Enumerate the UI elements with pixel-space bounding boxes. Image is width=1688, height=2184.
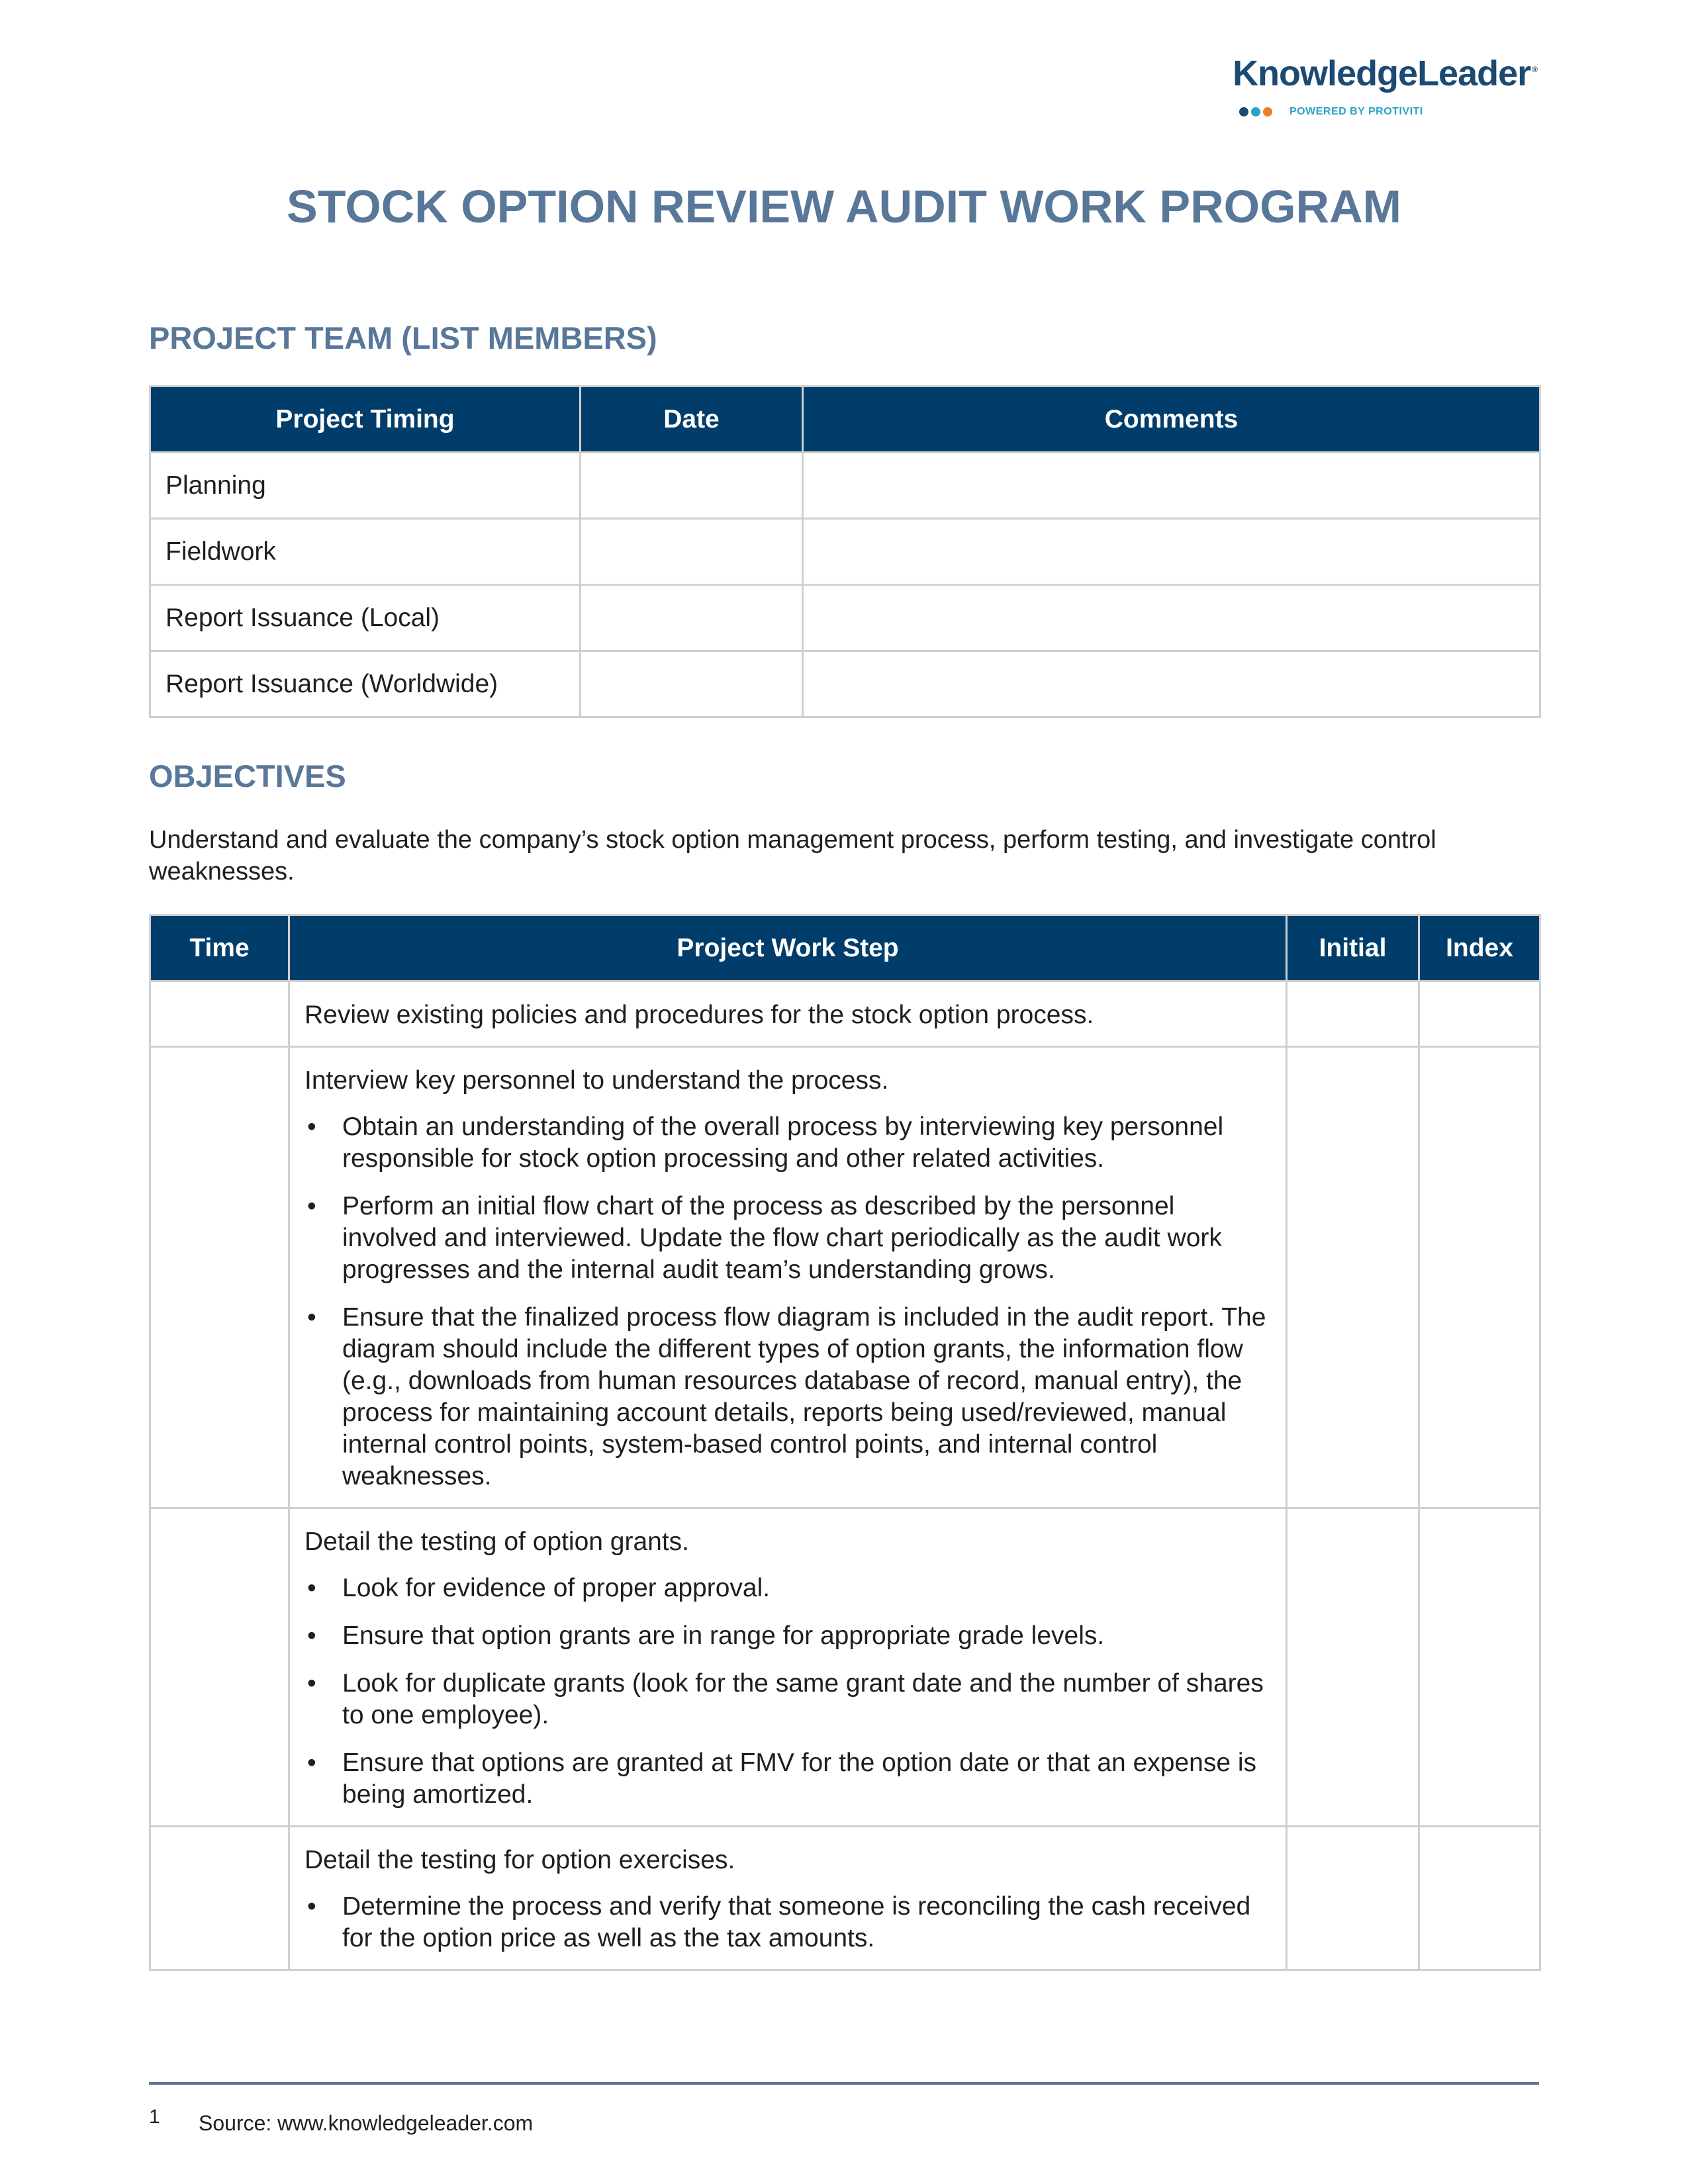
work-step-bullets — [305, 1891, 1271, 1954]
footer-divider — [149, 2082, 1539, 2085]
comments-cell[interactable] — [803, 453, 1540, 519]
bullet-item: • Look for evidence of proper approval. — [305, 1572, 1271, 1604]
bullet-item: • Ensure that option grants are in range for appropriate grade levels. — [305, 1620, 1271, 1652]
table-header-row — [150, 387, 1540, 453]
work-step-bullets — [305, 1111, 1271, 1492]
timing-cell: Fieldwork — [150, 519, 581, 585]
project-timing-table — [149, 385, 1541, 718]
project-team-heading: PROJECT TEAM (LIST MEMBERS) — [149, 320, 657, 355]
work-step-cell — [289, 1827, 1287, 1970]
bullet-item: • Look for duplicate grants (look for the same grant date and the number of shares to one employee). — [305, 1668, 1271, 1731]
source-note: Source: www.knowledgeleader.com — [199, 2111, 534, 2135]
table-row — [150, 453, 1540, 519]
work-step-bullets — [305, 1572, 1271, 1811]
timing-cell: Report Issuance (Worldwide) — [150, 651, 581, 717]
time-cell[interactable] — [150, 1047, 289, 1508]
table-row — [150, 519, 1540, 585]
initial-cell[interactable] — [1287, 1047, 1419, 1508]
objectives-heading: OBJECTIVES — [149, 758, 346, 794]
date-cell[interactable] — [581, 453, 803, 519]
timing-cell: Planning — [150, 453, 581, 519]
bullet-item: • Ensure that options are granted at FMV for the option date or that an expense is being amortized. — [305, 1747, 1271, 1811]
work-step-text: Review existing policies and procedures for the stock option process. — [305, 1001, 1094, 1029]
knowledgeleader-logo — [1193, 53, 1537, 126]
work-step-cell — [289, 1508, 1287, 1827]
logo-tagline: POWERED BY PROTIVITI — [1289, 106, 1423, 117]
work-step-text: Detail the testing for option exercises. — [305, 1846, 735, 1874]
index-cell[interactable] — [1419, 1047, 1540, 1508]
bullet-item: • Obtain an understanding of the overall process by interviewing key personnel responsible for stock option processing and other related activities. — [305, 1111, 1271, 1175]
table-row — [150, 1827, 1540, 1970]
date-cell[interactable] — [581, 651, 803, 717]
bullet-item: • Ensure that the finalized process flow diagram is included in the audit report. The diagram should include the different types of option grants, the information flow (e.g., downloads from human resources database of record, manual entry), the process for maintaining account details, reports being used/reviewed, manual internal control points, system-based control points, and internal control weaknesses. — [305, 1302, 1271, 1492]
table-row — [150, 1047, 1540, 1508]
table-row — [150, 651, 1540, 717]
table-header-row — [150, 915, 1540, 981]
work-step-cell — [289, 981, 1287, 1047]
logo-dots-icon — [1239, 107, 1275, 120]
comments-cell[interactable] — [803, 651, 1540, 717]
initial-cell[interactable] — [1287, 1508, 1419, 1827]
work-step-cell — [289, 1047, 1287, 1508]
index-cell[interactable] — [1419, 1508, 1540, 1827]
bullet-item: • Determine the process and verify that someone is reconciling the cash received for the option price as well as the tax amounts. — [305, 1891, 1271, 1954]
initial-cell[interactable] — [1287, 1827, 1419, 1970]
work-program-table — [149, 914, 1541, 1971]
header-project-work-step: Project Work Step — [289, 915, 1287, 981]
date-cell[interactable] — [581, 585, 803, 651]
header-comments: Comments — [803, 387, 1540, 453]
header-initial: Initial — [1287, 915, 1419, 981]
objectives-text: Understand and evaluate the company’s stock option management process, perform testing, and investigate control weaknesses. — [149, 826, 1436, 886]
header-index: Index — [1419, 915, 1540, 981]
page-title: STOCK OPTION REVIEW AUDIT WORK PROGRAM — [287, 181, 1401, 232]
bullet-item: • Perform an initial flow chart of the process as described by the personnel involved and interviewed. Update the flow chart periodically as the audit work progresses and the internal audit team’s understanding grows. — [305, 1191, 1271, 1286]
header-time: Time — [150, 915, 289, 981]
time-cell[interactable] — [150, 981, 289, 1047]
comments-cell[interactable] — [803, 585, 1540, 651]
logo-dot — [1251, 107, 1260, 116]
logo-dot — [1263, 107, 1272, 116]
work-step-text: Interview key personnel to understand the process. — [305, 1066, 889, 1095]
time-cell[interactable] — [150, 1827, 289, 1970]
date-cell[interactable] — [581, 519, 803, 585]
index-cell[interactable] — [1419, 981, 1540, 1047]
page-number: 1 — [149, 2106, 160, 2128]
time-cell[interactable] — [150, 1508, 289, 1827]
registered-mark: ® — [1532, 65, 1537, 74]
logo-dot — [1239, 107, 1248, 116]
header-project-timing: Project Timing — [150, 387, 581, 453]
timing-cell: Report Issuance (Local) — [150, 585, 581, 651]
header-date: Date — [581, 387, 803, 453]
index-cell[interactable] — [1419, 1827, 1540, 1970]
logo-wordmark: KnowledgeLeader — [1233, 54, 1531, 93]
table-row — [150, 585, 1540, 651]
comments-cell[interactable] — [803, 519, 1540, 585]
work-step-text: Detail the testing of option grants. — [305, 1527, 690, 1556]
table-row — [150, 981, 1540, 1047]
table-row — [150, 1508, 1540, 1827]
initial-cell[interactable] — [1287, 981, 1419, 1047]
